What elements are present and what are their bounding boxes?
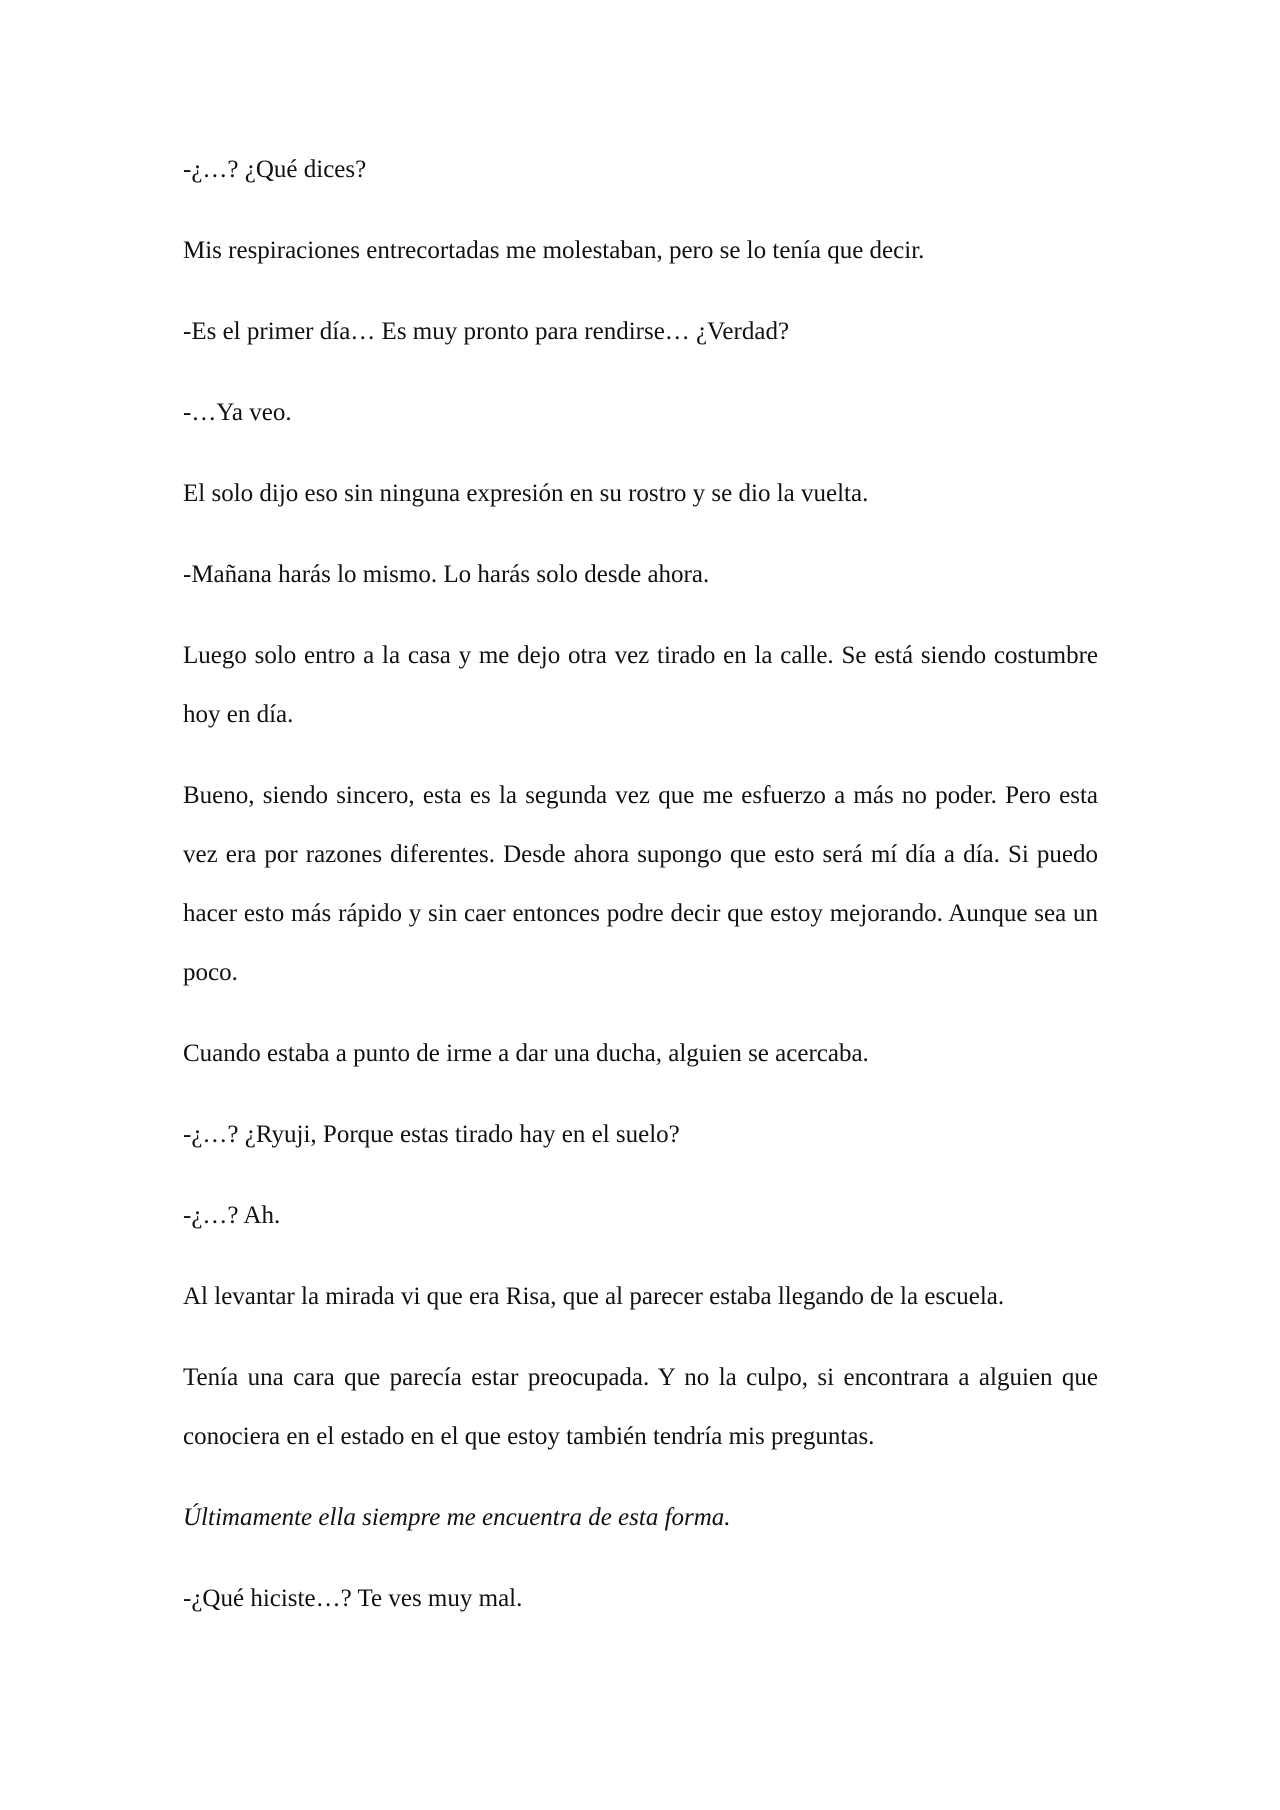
paragraph-3: -Es el primer día… Es muy pronto para rendirse… ¿Verdad? <box>183 318 790 345</box>
paragraph-5: El solo dijo eso sin ninguna expresión en su rostro y se dio la vuelta. <box>183 480 869 507</box>
paragraph-9: Cuando estaba a punto de irme a dar una ducha, alguien se acercaba. <box>183 1040 869 1067</box>
paragraph-10: -¿…? ¿Ryuji, Porque estas tirado hay en el suelo? <box>183 1121 680 1148</box>
paragraph-8: Bueno, siendo sincero, esta es la segunda vez que me esfuerzo a más no poder. Pero esta vez era por razones diferentes. Desde ahora supongo que esto será mí día a día. Si puedo hacer esto más rápido y sin caer entonces podre decir que estoy mejorando. Aunque sea un poco. <box>183 782 1098 986</box>
paragraph-6: -Mañana harás lo mismo. Lo harás solo desde ahora. <box>183 561 710 588</box>
paragraph-15: -¿Qué hiciste…? Te ves muy mal. <box>183 1585 523 1612</box>
paragraph-14-italic: Últimamente ella siempre me encuentra de esta forma. <box>183 1504 731 1531</box>
paragraph-12: Al levantar la mirada vi que era Risa, que al parecer estaba llegando de la escuela. <box>183 1283 1005 1310</box>
paragraph-1: -¿…? ¿Qué dices? <box>183 156 367 183</box>
paragraph-7: Luego solo entro a la casa y me dejo otra vez tirado en la calle. Se está siendo costumbre hoy en día. <box>183 642 1098 728</box>
paragraph-2: Mis respiraciones entrecortadas me molestaban, pero se lo tenía que decir. <box>183 237 925 264</box>
paragraph-13: Tenía una cara que parecía estar preocupada. Y no la culpo, si encontrara a alguien que conociera en el estado en el que estoy también tendría mis preguntas. <box>183 1364 1098 1450</box>
paragraph-11: -¿…? Ah. <box>183 1202 281 1229</box>
paragraph-4: -…Ya veo. <box>183 399 292 426</box>
document-body <box>183 140 1098 1650</box>
